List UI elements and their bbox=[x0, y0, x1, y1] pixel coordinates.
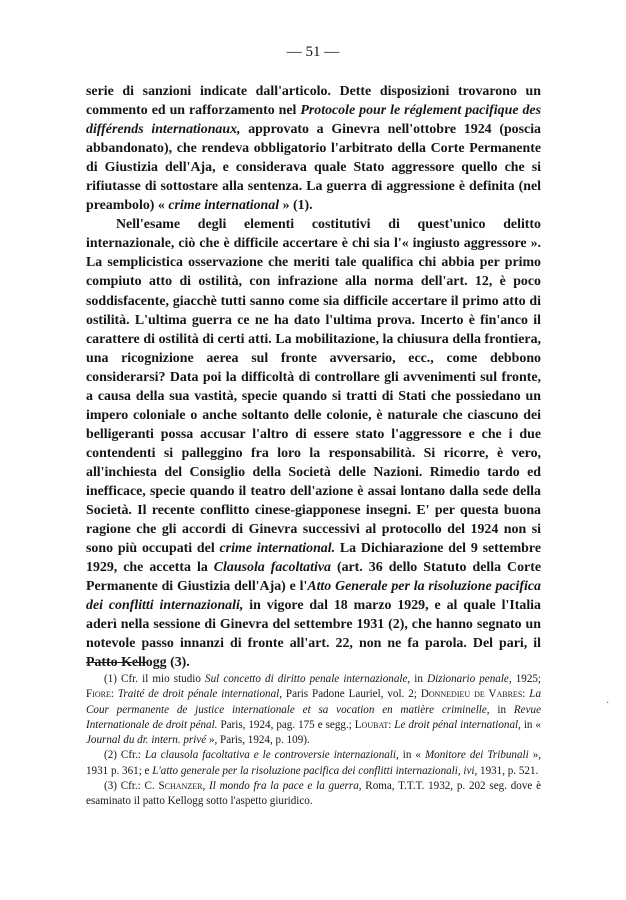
text-run: La Dichiarazione del 9 settembre 1929, che accetta la bbox=[86, 541, 541, 576]
text-run: : bbox=[388, 718, 395, 731]
italic-title: Monitore dei Tribunali bbox=[424, 749, 529, 762]
italic-title: Journal du dr. intern. privé bbox=[86, 734, 207, 747]
italic-title: Clausola facoltativa bbox=[213, 560, 331, 576]
italic-title: Dizionario penale, bbox=[427, 673, 512, 685]
text-run: : bbox=[522, 688, 530, 701]
text-run: (1) Cfr. il mio studio bbox=[104, 673, 206, 685]
author-name: Donnedieu de Vabres bbox=[420, 688, 523, 701]
author-name: Loubat bbox=[354, 718, 389, 731]
footnote-3 bbox=[86, 779, 541, 810]
text-run: Paris, 1924, pag. 175 e segg.; bbox=[217, 718, 355, 731]
text-run: Nell'esame degli elementi costitutivi di quest'unico delitto internazionale, ciò che è difficile accertare è chi sia l'« ingiusto aggressore ». La semplicistica osservazione che meriti tale qualifica chi abbia per primo compiuto atto di ostilità, con infrazione alla norma dell'art. 12, è poco soddisfacente, giacchè tutti sanno come sia difficile accertare il primo atto di ostilità. L'ultima guerra ce ne ha dato l'ultima prova. Incerto è fin'anco il carattere di ostilità di certi atti. La mobilitazione, la chiusura della frontiera, una ricognizione aerea sul fronte avversario, ecc., come debbono considerarsi? Data poi la difficoltà di controllare gli avvenimenti sul fronte, a causa della sua vastità, specie quando si tratti di Stati che possiedano un impero coloniale o anche soltanto delle colonie, è naturale che ciascuno dei belligeranti possa accusar l'altro di essere stato l'aggressore e che i due contendenti si palleggino fra loro la responsabilità. Si ricorre, è vero, all'inchiesta del Consiglio della Società delle Nazioni. Rimedio tardo ed inefficace, specie quando il teatro dell'azione è assai lontano dalla sede della Società. Il recente conflitto cinese-giapponese insegni. E' per questa buona ragione che gli accordi di Ginevra successivi al protocollo del 1924 non si sono più occupati del bbox=[86, 217, 541, 557]
margin-mark: · bbox=[606, 698, 610, 709]
text-run: approvato a Ginevra nell'ottobre 1924 (poscia abbandonato), che rendeva obbligatorio l'arbitrato della Corte Permanente di Giustizia dell'Aja, e considerava quale Stato aggressore quello che si rifiutasse di sottostare alla sentenza. La guerra di aggressione è definita (nel preambolo) « bbox=[86, 122, 541, 214]
footnote-2 bbox=[86, 748, 541, 779]
italic-title: L'atto generale per la risoluzione pacifica dei conflitti internazionali, ivi, bbox=[152, 764, 478, 777]
italic-title: La Cour permanente de justice internationale et sa vocation en matière criminelle, bbox=[86, 688, 541, 716]
text-run: 1925; bbox=[511, 673, 541, 685]
text-run: », 1931 p. 361; e bbox=[86, 749, 542, 777]
paragraph-1 bbox=[86, 82, 541, 215]
text-run: Paris Padone Lauriel, vol. 2; bbox=[282, 688, 421, 701]
footnote-separator bbox=[86, 662, 148, 663]
text-run: Roma, T.T.T. 1932, p. 202 seg. dove è esaminato il patto Kellogg sotto l'aspetto giuridico. bbox=[86, 780, 541, 808]
text-run: in bbox=[410, 673, 428, 685]
text-run: in bbox=[489, 703, 514, 716]
italic-title: Traité de droit pénale international, bbox=[117, 688, 282, 701]
paragraph-2 bbox=[86, 215, 541, 672]
text-run: (3) Cfr.: C. bbox=[104, 780, 159, 793]
italic-term: crime international. bbox=[219, 541, 336, 557]
text-run: » (1). bbox=[279, 198, 313, 214]
text-run: 1931, p. 521. bbox=[477, 764, 539, 777]
italic-title: Atto Generale per la risoluzione pacifica dei conflitti internazionali, bbox=[86, 579, 541, 614]
text-run: : bbox=[110, 688, 118, 701]
text-run: , bbox=[202, 780, 210, 793]
text-run: (art. 36 dello Statuto della Corte Permanente di Giustizia dell'Aja) e l' bbox=[86, 560, 541, 595]
text-run: in « bbox=[398, 749, 425, 762]
text-run: (2) Cfr.: bbox=[104, 749, 145, 762]
italic-title: La clausola facoltativa e le controversie internazionali, bbox=[144, 749, 399, 762]
author-name: Schanzer bbox=[158, 780, 203, 793]
italic-title: Revue Internationale de droit pénal. bbox=[86, 703, 542, 731]
footnote-1 bbox=[86, 672, 541, 748]
italic-title: Protocole pour le réglement pacifique des différends internationaux, bbox=[86, 103, 541, 138]
italic-title: Sul concetto di diritto penale internazionale, bbox=[205, 673, 411, 685]
page-number: — 51 — bbox=[286, 44, 340, 60]
text-run: serie di sanzioni indicate dall'articolo. Dette disposizioni trovarono un commento ed un rafforzamento nel bbox=[86, 84, 541, 119]
italic-title: Le droit pénal international, bbox=[394, 718, 521, 731]
text-run: in « bbox=[520, 718, 541, 731]
main-text bbox=[86, 82, 541, 672]
italic-title: Il mondo fra la pace e la guerra, bbox=[209, 780, 362, 793]
text-run: in vigore dal 18 marzo 1929, e al quale l'Italia aderì nella sessione di Ginevra del settembre 1931 (2), che hanno segnato un notevole passo innanzi di fronte all'art. 22, non ne fa parola. Del pari, il Patto Kellogg (3). bbox=[86, 598, 541, 671]
italic-term: crime international bbox=[168, 198, 280, 214]
author-name: Fiore bbox=[86, 688, 111, 701]
text-run: », Paris, 1924, p. 109). bbox=[206, 734, 310, 747]
footnotes bbox=[86, 672, 541, 810]
